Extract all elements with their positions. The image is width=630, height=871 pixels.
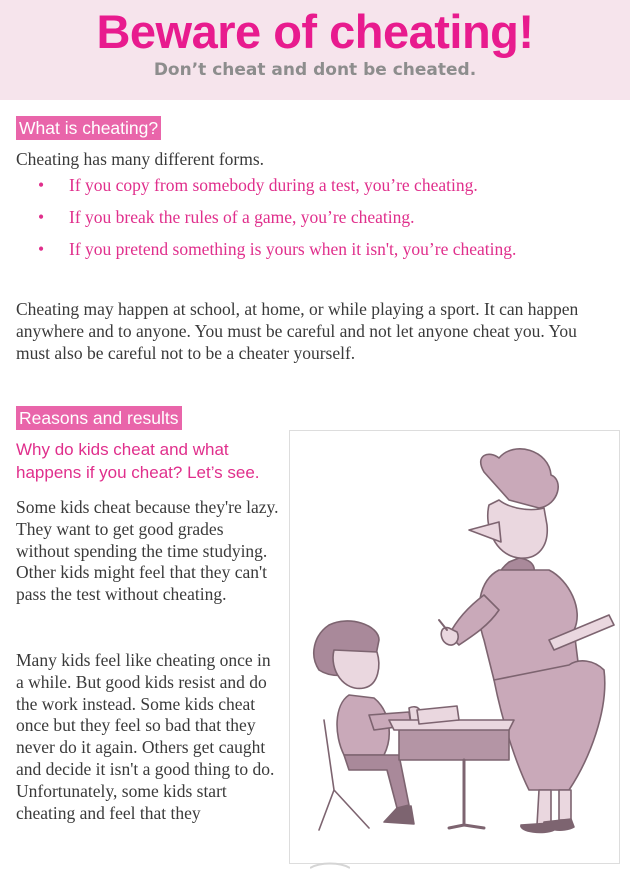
bullet-icon: • [38,239,45,259]
section-heading-what-is-cheating: What is cheating? [16,116,161,140]
list-item-text: If you pretend something is yours when it isn't, you’re cheating. [69,239,517,259]
section-heading-reasons-and-results: Reasons and results [16,406,182,430]
page-subtitle: Don’t cheat and dont be cheated. [153,60,477,80]
reasons-question: Why do kids cheat and what happens if you cheat? Let’s see. [16,440,260,482]
list-item [16,208,576,227]
cheating-forms-list [16,176,576,272]
page-title: Beware of cheating! [96,5,534,58]
teacher-scolding-student-illustration [289,430,620,864]
bullet-icon: • [38,207,45,227]
bullet-icon: • [38,175,45,195]
list-item-text: If you break the rules of a game, you’re cheating. [69,207,415,227]
page-footer-mark [310,862,350,871]
page-header [0,0,630,100]
intro-text: Cheating has many different forms. [16,149,265,169]
cheating-paragraph: Cheating may happen at school, at home, or while playing a sport. It can happen anywhere and to anyone. You must be careful and not let anyone cheat you. You must also be careful not to be a cheater yourself. [16,299,579,363]
list-item-text: If you copy from somebody during a test, you’re cheating. [69,175,478,195]
reasons-paragraph-1: Some kids cheat because they're lazy. They want to get good grades without spending the time studying. Other kids might feel that they can't pass the test without cheating. [16,497,279,605]
reasons-paragraph-2: Many kids feel like cheating once in a while. But good kids resist and do the work instead. Some kids cheat once but they feel so bad that they never do it again. Others get caught and decide it isn't a good thing to do. Unfortunately, some kids start cheating and feel that they [16,650,275,823]
list-item [16,240,576,259]
list-item [16,176,576,195]
